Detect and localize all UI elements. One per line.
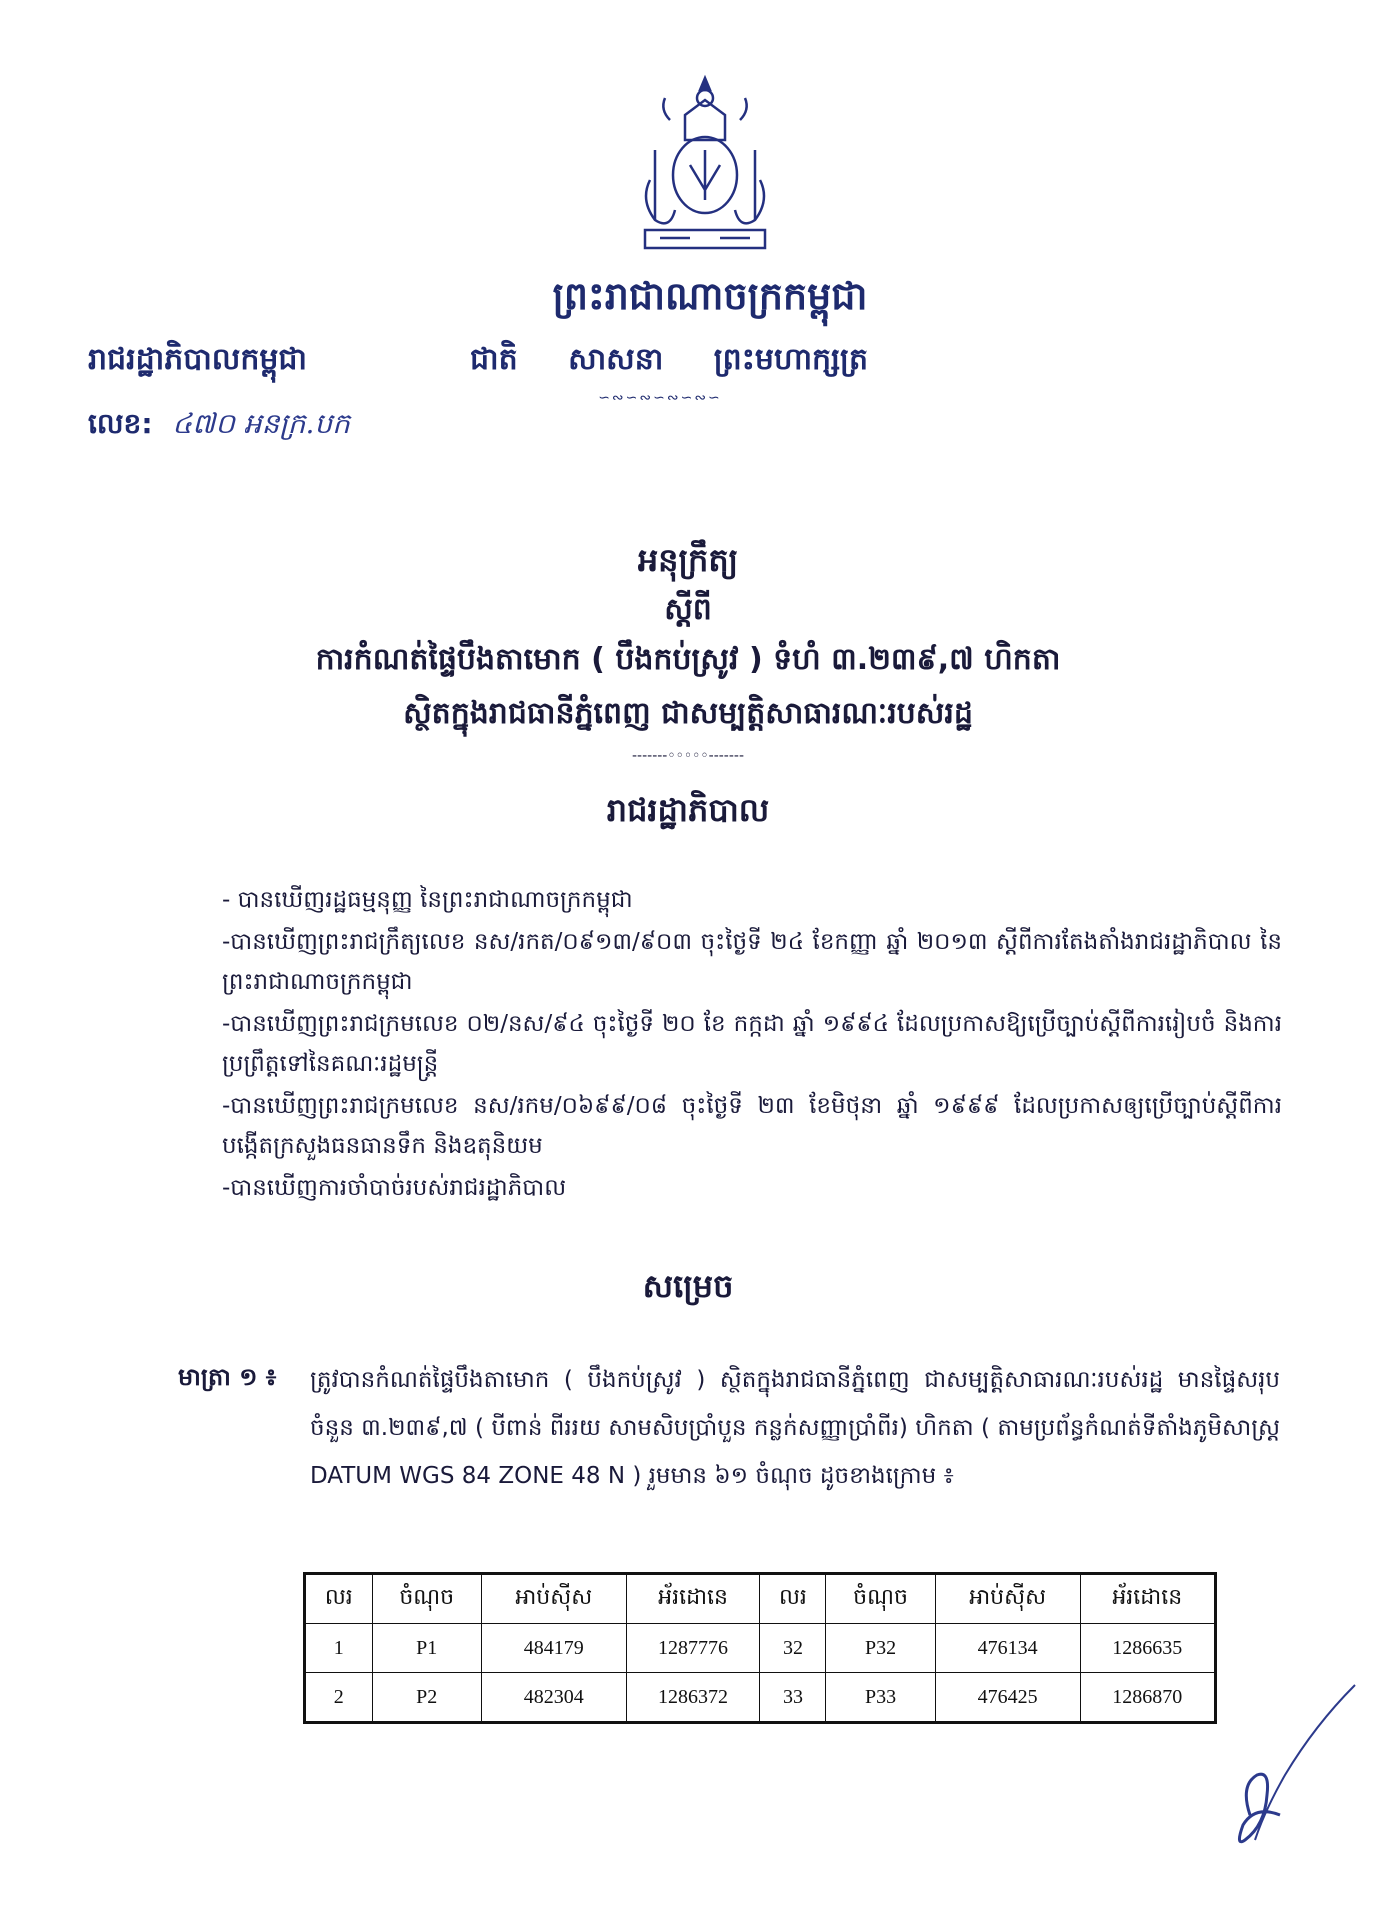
kingdom-heading: ព្រះរាជាណាចក្រកម្ពុជា bbox=[552, 274, 868, 318]
table-row bbox=[305, 1673, 1216, 1723]
table-header-row bbox=[305, 1574, 1216, 1624]
recital-item: -បានឃើញព្រះរាជក្រមលេខ ០២/នស/៩៤ ចុះថ្ងៃទី ២០ ខែ កក្កដា ឆ្នាំ ១៩៩៤ ដែលប្រកាសឱ្យប្រើច្បាប់ស្ដីពីការរៀបចំ និងការប្រព្រឹត្តទៅនៃគណៈរដ្ឋមន្ត្រី bbox=[222, 1011, 1282, 1077]
table-cell: 484179 bbox=[481, 1624, 626, 1673]
column-header: អាប់ស៊ីស bbox=[935, 1574, 1080, 1624]
title-separator: -------◦◦◦◦◦------- bbox=[631, 748, 744, 764]
recitals-list bbox=[222, 880, 1282, 1210]
table-cell: 1286870 bbox=[1080, 1673, 1216, 1723]
decision-heading: សម្រេច bbox=[642, 1267, 734, 1305]
coordinates-table bbox=[303, 1572, 1217, 1724]
table-cell: 1287776 bbox=[626, 1624, 760, 1673]
doc-about-label: ស្ដីពី bbox=[664, 592, 712, 627]
issuer-heading: រាជរដ្ឋាភិបាល bbox=[606, 791, 770, 829]
table-row bbox=[305, 1624, 1216, 1673]
royal-emblem-icon bbox=[630, 70, 780, 260]
table-cell: 1286635 bbox=[1080, 1624, 1216, 1673]
doc-subject-line1: ការកំណត់ផ្ទៃបឹងតាមោក ( បឹងកប់ស្រូវ ) ទំហំ ៣.២៣៩,៧ ហិកតា bbox=[315, 642, 1061, 677]
table-cell: 476425 bbox=[935, 1673, 1080, 1723]
document-number bbox=[88, 406, 350, 447]
column-header: អាប់ស៊ីស bbox=[481, 1574, 626, 1624]
table-cell: 1286372 bbox=[626, 1673, 760, 1723]
table-cell: 32 bbox=[760, 1624, 826, 1673]
national-motto bbox=[470, 340, 908, 384]
recital-item: - បានឃើញរដ្ឋធម្មនុញ្ញ នៃព្រះរាជាណាចក្រកម្ពុជា bbox=[222, 887, 633, 913]
column-header: អ័រដោនេ bbox=[1080, 1574, 1216, 1624]
column-header: ចំណុច bbox=[826, 1574, 935, 1624]
motto-nation: ជាតិ bbox=[470, 342, 518, 377]
table-cell: P1 bbox=[372, 1624, 481, 1673]
article-1-label: មាត្រា ១ ៖ bbox=[178, 1363, 277, 1391]
table-cell: P32 bbox=[826, 1624, 935, 1673]
column-header: អ័រដោនេ bbox=[626, 1574, 760, 1624]
table-cell: 476134 bbox=[935, 1624, 1080, 1673]
recital-item: -បានឃើញការចាំបាច់របស់រាជរដ្ឋាភិបាល bbox=[222, 1175, 567, 1201]
table-cell: P2 bbox=[372, 1673, 481, 1723]
column-header: លរ bbox=[760, 1574, 826, 1624]
motto-king: ព្រះមហាក្សត្រ bbox=[713, 342, 868, 377]
doc-type-title: អនុក្រឹត្យ bbox=[637, 541, 739, 579]
ornament-divider: ∽∾∽∾∽∾∽∾∽ bbox=[598, 390, 722, 406]
table-cell: 1 bbox=[305, 1624, 373, 1673]
recital-item: -បានឃើញព្រះរាជក្រមលេខ នស/រកម/០៦៩៩/០៨ ចុះថ្ងៃទី ២៣ ខែមិថុនា ឆ្នាំ ១៩៩៩ ដែលប្រកាសឲ្យប្រើច្បាប់ស្ដីពីការបង្កើតក្រសួងធនធានទឹក និងឧតុនិយម bbox=[222, 1093, 1282, 1159]
table-cell: 482304 bbox=[481, 1673, 626, 1723]
column-header: លរ bbox=[305, 1574, 373, 1624]
column-header: ចំណុច bbox=[372, 1574, 481, 1624]
table-cell: P33 bbox=[826, 1673, 935, 1723]
doc-subject-line2: ស្ថិតក្នុងរាជធានីភ្នំពេញ ជាសម្បត្តិសាធារណៈរបស់រដ្ឋ bbox=[403, 696, 973, 731]
table-cell: 2 bbox=[305, 1673, 373, 1723]
government-heading: រាជរដ្ឋាភិបាលកម្ពុជា bbox=[88, 342, 307, 377]
number-value: ៤៧០ អនក្រ.បក bbox=[172, 407, 350, 440]
table-cell: 33 bbox=[760, 1673, 826, 1723]
signature-mark bbox=[1195, 1665, 1365, 1865]
number-label: លេខ: bbox=[88, 407, 153, 440]
motto-religion: សាសនា bbox=[568, 342, 664, 377]
article-1-text: ត្រូវបានកំណត់ផ្ទៃបឹងតាមោក ( បឹងកប់ស្រូវ ) ស្ថិតក្នុងរាជធានីភ្នំពេញ ជាសម្បត្តិសាធារណៈរបស់រដ្ឋ មានផ្ទៃសរុបចំនួន ៣.២៣៩,៧ ( បីពាន់ ពីររយ សាមសិបប្រាំបួន កន្លក់សញ្ញាប្រាំពីរ) ហិកតា ( តាមប្រព័ន្ធកំណត់ទីតាំងភូមិសាស្ត្រ DATUM WGS 84 ZONE 48 N ) រួមមាន ៦១ ចំណុច ដូចខាងក្រោម ៖ bbox=[310, 1367, 1280, 1489]
recital-item: -បានឃើញព្រះរាជក្រឹត្យលេខ នស/រកត/០៩១៣/៩០៣ ចុះថ្ងៃទី ២៤ ខែកញ្ញា ឆ្នាំ ២០១៣ ស្ដីពីការតែងតាំងរាជរដ្ឋាភិបាល នៃព្រះរាជាណាចក្រកម្ពុជា bbox=[222, 929, 1282, 995]
